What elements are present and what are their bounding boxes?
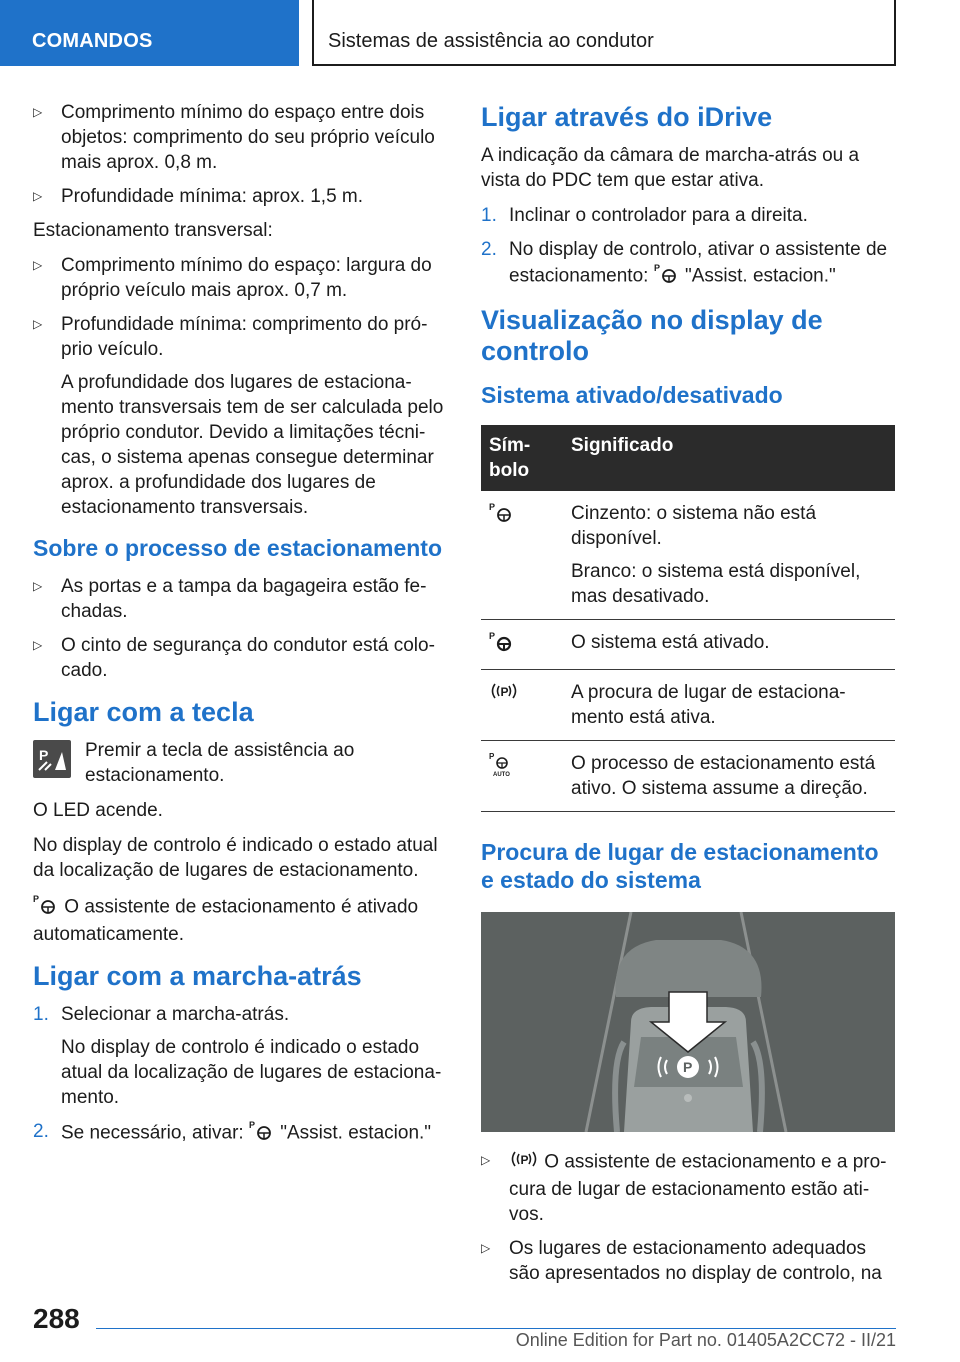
search-list [481,1148,895,1286]
list-item: ▷ P O assistente de estacionamento e a procura de lugar de estacionamento estão ativos. [481,1148,895,1227]
list-item: ▷ Comprimento mínimo do espaço: largura do próprio veículo mais aprox. 0,7 m. [33,253,445,303]
idrive-intro: A indicação da câmara de marcha-atrás ou a vista do PDC tem que estar ativa. [481,145,860,191]
parking-auto-icon [489,751,515,784]
list-item: ▷ Profundidade mínima: aprox. 1,5 m. [33,184,445,209]
svg-text:P: P [33,894,40,904]
table-row: P A procura de lugar de estacionamento está ativa. [481,670,895,741]
table-row: P AUTO O processo de estacionamento está ativo. O sistema assume a direção. [481,741,895,812]
svg-text:P: P [683,1059,693,1075]
svg-text:P: P [653,263,660,273]
table-row: P Cinzento: o sistema não está disponível. Branco: o sistema está disponível, mas desativado. [481,491,895,620]
step-item: 2. Se necessário, ativar: P "Assist. estacion." [33,1119,445,1148]
reverse-steps [33,1002,445,1148]
search-heading: Procura de lugar de estacionamento e estado do sistema [481,839,879,893]
depth-note: A profundidade dos lugares de estacionamento transversais tem de ser calculada pelo próprio condutor. Devido a limitações técnicas, o sistema apenas consegue determinar aprox. a profundidade dos lugares de estacionamento transversais. [61,372,444,518]
min-space-list [33,100,445,209]
list-item: ▷ Profundidade mínima: comprimento do próprio veículo. A profundidade dos lugares de estacionamento transversais tem de ser calculada pelo próprio condutor. Devido a limitações técnicas, o sistema apenas consegue determinar aprox. a profundidade dos lugares de estacionamento transversais. [33,312,445,520]
led-text: O LED acende. [33,800,163,821]
parking-assist-icon [489,501,515,530]
parking-assist-icon [33,893,59,922]
about-heading: Sobre o processo de estacionamento [33,535,443,561]
transversal-list [33,253,445,520]
control-display-illustration [481,912,895,1132]
section-tab [0,0,299,66]
list-item: ▷ As portas e a tampa da bagageira estão fechadas. [33,574,445,624]
table-header [481,425,895,491]
footer-rule [96,1328,896,1329]
idrive-steps [481,203,895,291]
button-heading: Ligar com a tecla [33,697,254,727]
reverse-heading: Ligar com a marcha-atrás [33,961,362,991]
display-text: No display de controlo é indicado o estado atual da localização de lugares de estacionamento. [33,835,438,881]
list-item: ▷ Comprimento mínimo do espaço entre dois objetos: comprimento do seu próprio veículo mais aprox. 0,8 m. [33,100,445,175]
chapter-title: Sistemas de assistência ao condutor [328,30,654,52]
step-note: No display de controlo é indicado o estado atual da localização de lugares de estacionamento. [61,1037,442,1108]
page-number: 288 [33,1303,80,1334]
about-list [33,574,445,683]
list-item: ▷ O cinto de segurança do condutor está colocado. [33,633,445,683]
section-title: COMANDOS [32,30,153,52]
auto-label: AUTO [493,772,510,777]
parking-button-icon [33,740,71,778]
parking-assist-active-icon [489,630,515,659]
col-meaning: Significado [563,425,895,491]
svg-text:P: P [248,1120,255,1130]
transversal-label: Estacionamento transversal: [33,220,273,241]
auto-activation-text: P O assistente de estacionamento é ativado automaticamente. [33,894,419,945]
step-item: 1. Inclinar o controlador para a direita. [481,205,808,226]
parking-assist-icon [249,1119,275,1148]
parking-assist-icon [654,262,680,291]
right-column [481,100,895,1295]
display-heading: Visualização no display de controlo [481,305,823,366]
left-column [33,100,445,1157]
svg-text:P: P [489,631,496,641]
idrive-heading: Ligar através do iDrive [481,102,773,132]
svg-text:P: P [39,747,49,763]
svg-text:P: P [489,502,496,512]
table-row: P O sistema está ativado. [481,620,895,670]
step-item: 1. Selecionar a marcha-atrás. No display de controlo é indicado o estado atual da localização de lugares de estacionamento. [33,1002,445,1110]
parking-search-icon [489,680,519,709]
chapter-tab [312,0,896,66]
symbol-table [481,425,895,812]
svg-text:P: P [489,752,495,761]
system-heading: Sistema ativado/desativado [481,382,783,408]
svg-text:P: ▷ P [520,1153,529,1167]
col-symbol: Símbolo [481,425,563,491]
svg-text:P: P [500,685,509,699]
parking-search-icon [509,1148,539,1177]
button-instruction: P Premir a tecla de assistência ao estacionamento. [33,738,445,790]
edition-note: Online Edition for Part no. 01405A2CC72 - II/21 [515,1330,896,1350]
step-item: 2. No display de controlo, ativar o assistente de estacionamento: P "Assist. estacion." [481,237,895,291]
list-item: ▷ Os lugares de estacionamento adequados são apresentados no display de controlo, na [481,1236,895,1286]
